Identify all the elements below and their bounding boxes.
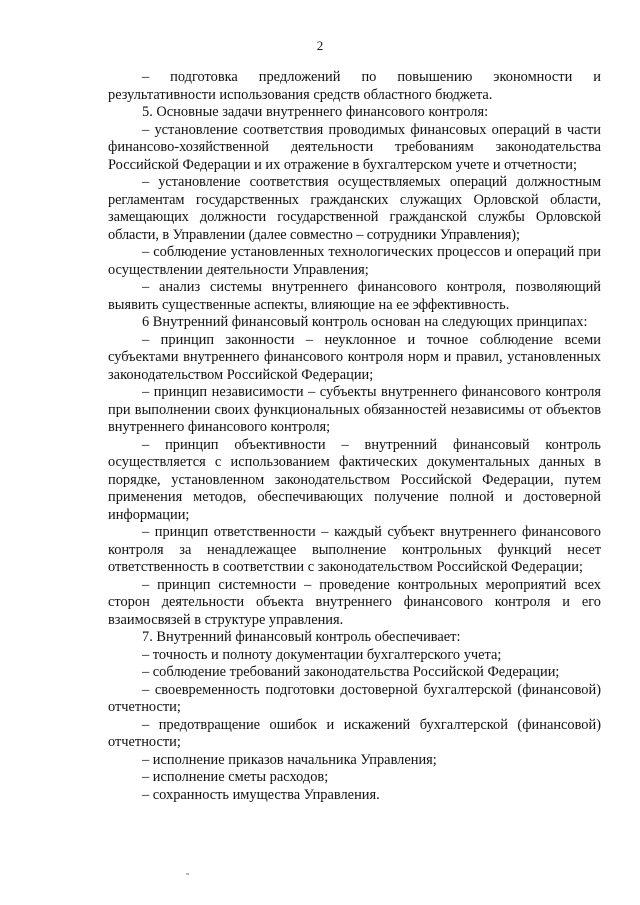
page-number: 2 <box>316 38 324 53</box>
paragraph-3: – установление соответствия проводимых финансовых операций в части финансово-хозяйственной деятельности требованиям законодательства Российской Федерации и их отражение в бухгалтерском учете и отчетности; <box>108 121 601 173</box>
section-6-heading: 6 Внутренний финансовый контроль основан на следующих принципах: <box>142 314 588 330</box>
paragraph-5: – соблюдение установленных технологических процессов и операций при осуществлении деятельности Управления; <box>108 244 601 278</box>
principle-objectivity: – принцип объективности – внутренний финансовый контроль осуществляется с использованием фактических документальных данных в порядке, установленном законодательством Российской Федерации, путем применения методов, обеспечивающих получение полной и достоверной информации; <box>108 436 601 523</box>
scan-speck <box>186 873 189 875</box>
document-body <box>108 69 601 804</box>
item-compliance: – соблюдение требований законодательства Российской Федерации; <box>142 664 560 680</box>
item-budget-execution: – исполнение сметы расходов; <box>142 769 329 785</box>
item-accuracy: – точность и полноту документации бухгалтерского учета; <box>142 646 502 663</box>
paragraph-4: – установление соответствия осуществляемых операций должностным регламентам государственных гражданских служащих Орловской области, замещающих должности государственной гражданской службы Орловской области, в Управлении (далее совместно – сотрудники Управления); <box>108 174 601 243</box>
principle-systemic: – принцип системности – проведение контрольных мероприятий всех сторон деятельности объекта внутреннего финансового контроля и его взаимосвязей в структуре управления. <box>108 576 601 628</box>
principle-legality: – принцип законности – неуклонное и точное соблюдение всеми субъектами внутреннего финансового контроля норм и правил, установленных законодательством Российской Федерации; <box>108 331 601 383</box>
principle-responsibility: – принцип ответственности – каждый субъект внутреннего финансового контроля за ненадлежащее выполнение контрольных функций несет ответственность в соответствии с законодательством Российской Федерации; <box>108 524 601 575</box>
item-timely-reporting: – своевременность подготовки достоверной бухгалтерской (финансовой) отчетности; <box>108 681 601 715</box>
item-error-prevention: – предотвращение ошибок и искажений бухгалтерской (финансовой) отчетности; <box>108 716 601 750</box>
paragraph-1: – подготовка предложений по повышению экономности и результативности использования средств областного бюджета. <box>108 69 601 103</box>
section-7-heading: 7. Внутренний финансовый контроль обеспечивает: <box>142 629 461 645</box>
paragraph-6: – анализ системы внутреннего финансового контроля, позволяющий выявить существенные аспекты, влияющие на ее эффективность. <box>108 279 601 313</box>
item-orders-execution: – исполнение приказов начальника Управления; <box>142 751 437 768</box>
item-property-safety: – сохранность имущества Управления. <box>142 786 380 803</box>
principle-independence: – принцип независимости – субъекты внутреннего финансового контроля при выполнении своих функциональных обязанностей независимы от объектов внутреннего финансового контроля; <box>108 384 601 435</box>
section-5-heading: 5. Основные задачи внутреннего финансового контроля: <box>142 104 489 120</box>
